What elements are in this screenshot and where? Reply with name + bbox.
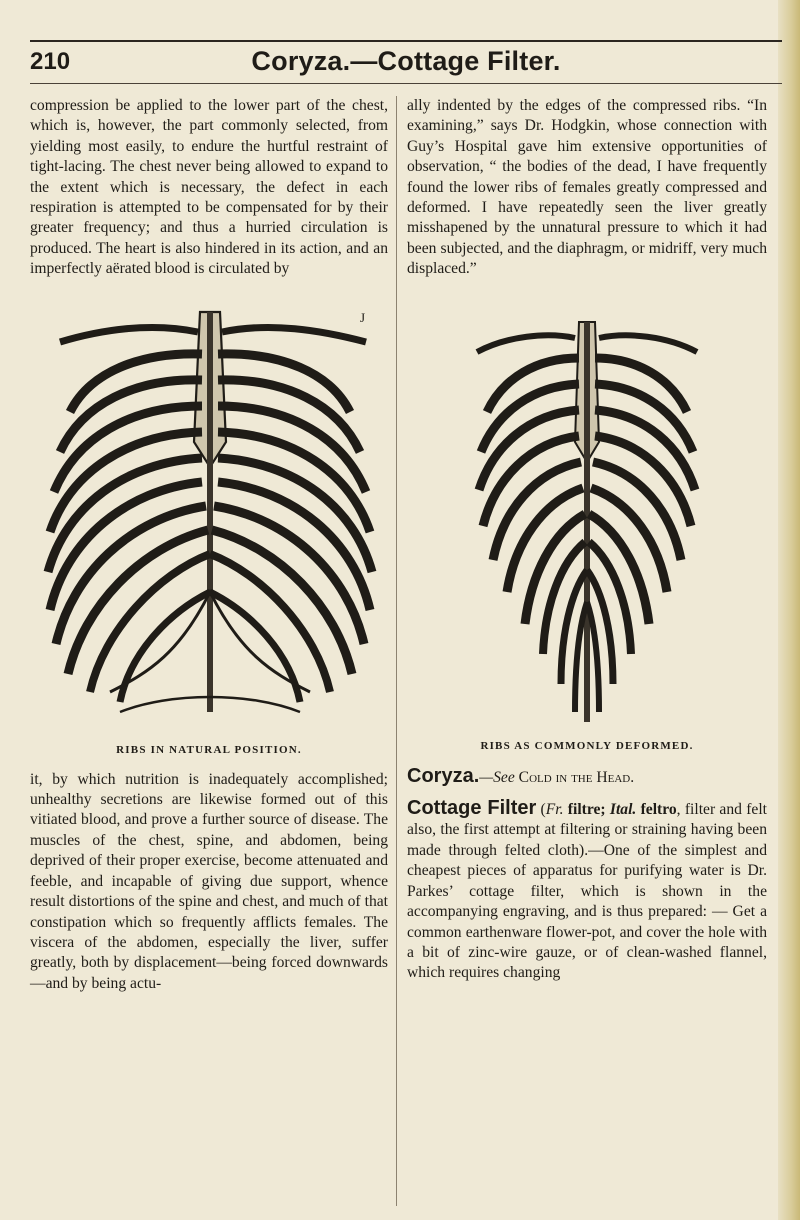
left-clavicle [477, 335, 575, 352]
ribs-deformed-illustration [407, 292, 767, 732]
page-edge [778, 0, 800, 1220]
cottage-filter-entry [407, 798, 767, 984]
header-rule [30, 83, 782, 84]
top-rule [30, 40, 782, 42]
cottage-filter-headword: Cottage Filter [407, 797, 537, 820]
left-paragraph-top: compression be applied to the lower part of the chest, which is, however, the part commonly selected, from yielding most easily, to endure the hurtful restraint of tight-lacing. The chest never being allowed to expand to the extent which is necessary, the defect in each respiration is attempted to be compensated for by their greater frequency; and thus a hurried circulation is produced. The heart is also hindered in its action, and an imperfectly aërated blood is circulated by [30, 97, 388, 278]
running-title: Coryza.—Cottage Filter. [251, 46, 561, 76]
coryza-see-label: —See [479, 768, 515, 786]
left-paragraph-bottom: it, by which nutrition is inadequately accomplished; unhealthy secretions are likewise formed out of this vitiated blood, and prove a further source of disease. The muscles of the chest, spine, and abdomen, being deprived of their proper exercise, become attenuated and feeble, and incapable of giving due support, whence result distortions of the spine and chest, and much of that constipation which so frequently afflicts females. The viscera of the abdomen, especially the liver, suffer greatly, both by displacement—being forced downwards—and by being actu- [30, 770, 388, 992]
right-clavicle [222, 327, 366, 342]
page-header [30, 44, 782, 84]
right-paragraph-top: ally indented by the edges of the compressed ribs. “In examining,” says Dr. Hodgkin, whose connection with Guy’s Hospital gave him extensive opportunities of observation, “ the bodies of the dead, I have frequently found the lower ribs of females greatly compressed and deformed. I have repeatedly seen the liver greatly misshapened by the unnatural pressure to which it had been subjected, and the diaphragm, or midriff, very much displaced.” [407, 97, 767, 278]
left-column [30, 96, 388, 994]
coryza-see-target: Cold in the Head. [518, 768, 635, 786]
figure-ribs-natural [30, 292, 388, 756]
right-column [407, 96, 767, 984]
right-figure-caption: RIBS AS COMMONLY DEFORMED. [480, 739, 694, 752]
coryza-headword: Coryza. [407, 764, 480, 787]
figure-ribs-deformed [407, 292, 767, 752]
page-number: 210 [30, 48, 71, 75]
cottage-fr-word: filtre; [563, 801, 610, 819]
cottage-open-paren: ( [536, 801, 546, 819]
cottage-filter-body: , filter and felt also, the first attempt at filtering or straining having been made through felted cloth).—One of the simplest and cheapest pieces of apparatus for purifying water is Dr. Parkes’ cottage filter, which is shown in the accompanying engraving, and is thus prepared: — Get a common earthenware flower-pot, and cover the hole with a bit of zinc-wire gauze, or of clean-washed flannel, which requires changing [407, 801, 767, 982]
left-clavicle [60, 327, 198, 342]
column-divider [396, 96, 397, 1206]
cottage-ital-label: Ital. [609, 801, 637, 819]
cottage-ital-word: feltro [636, 801, 677, 819]
right-clavicle [599, 335, 697, 352]
figure-letter: J [360, 309, 366, 325]
ribs-natural-illustration [30, 292, 388, 736]
coryza-entry [407, 766, 767, 788]
cottage-fr-label: Fr. [545, 801, 564, 819]
left-figure-caption: RIBS IN NATURAL POSITION. [116, 743, 302, 756]
